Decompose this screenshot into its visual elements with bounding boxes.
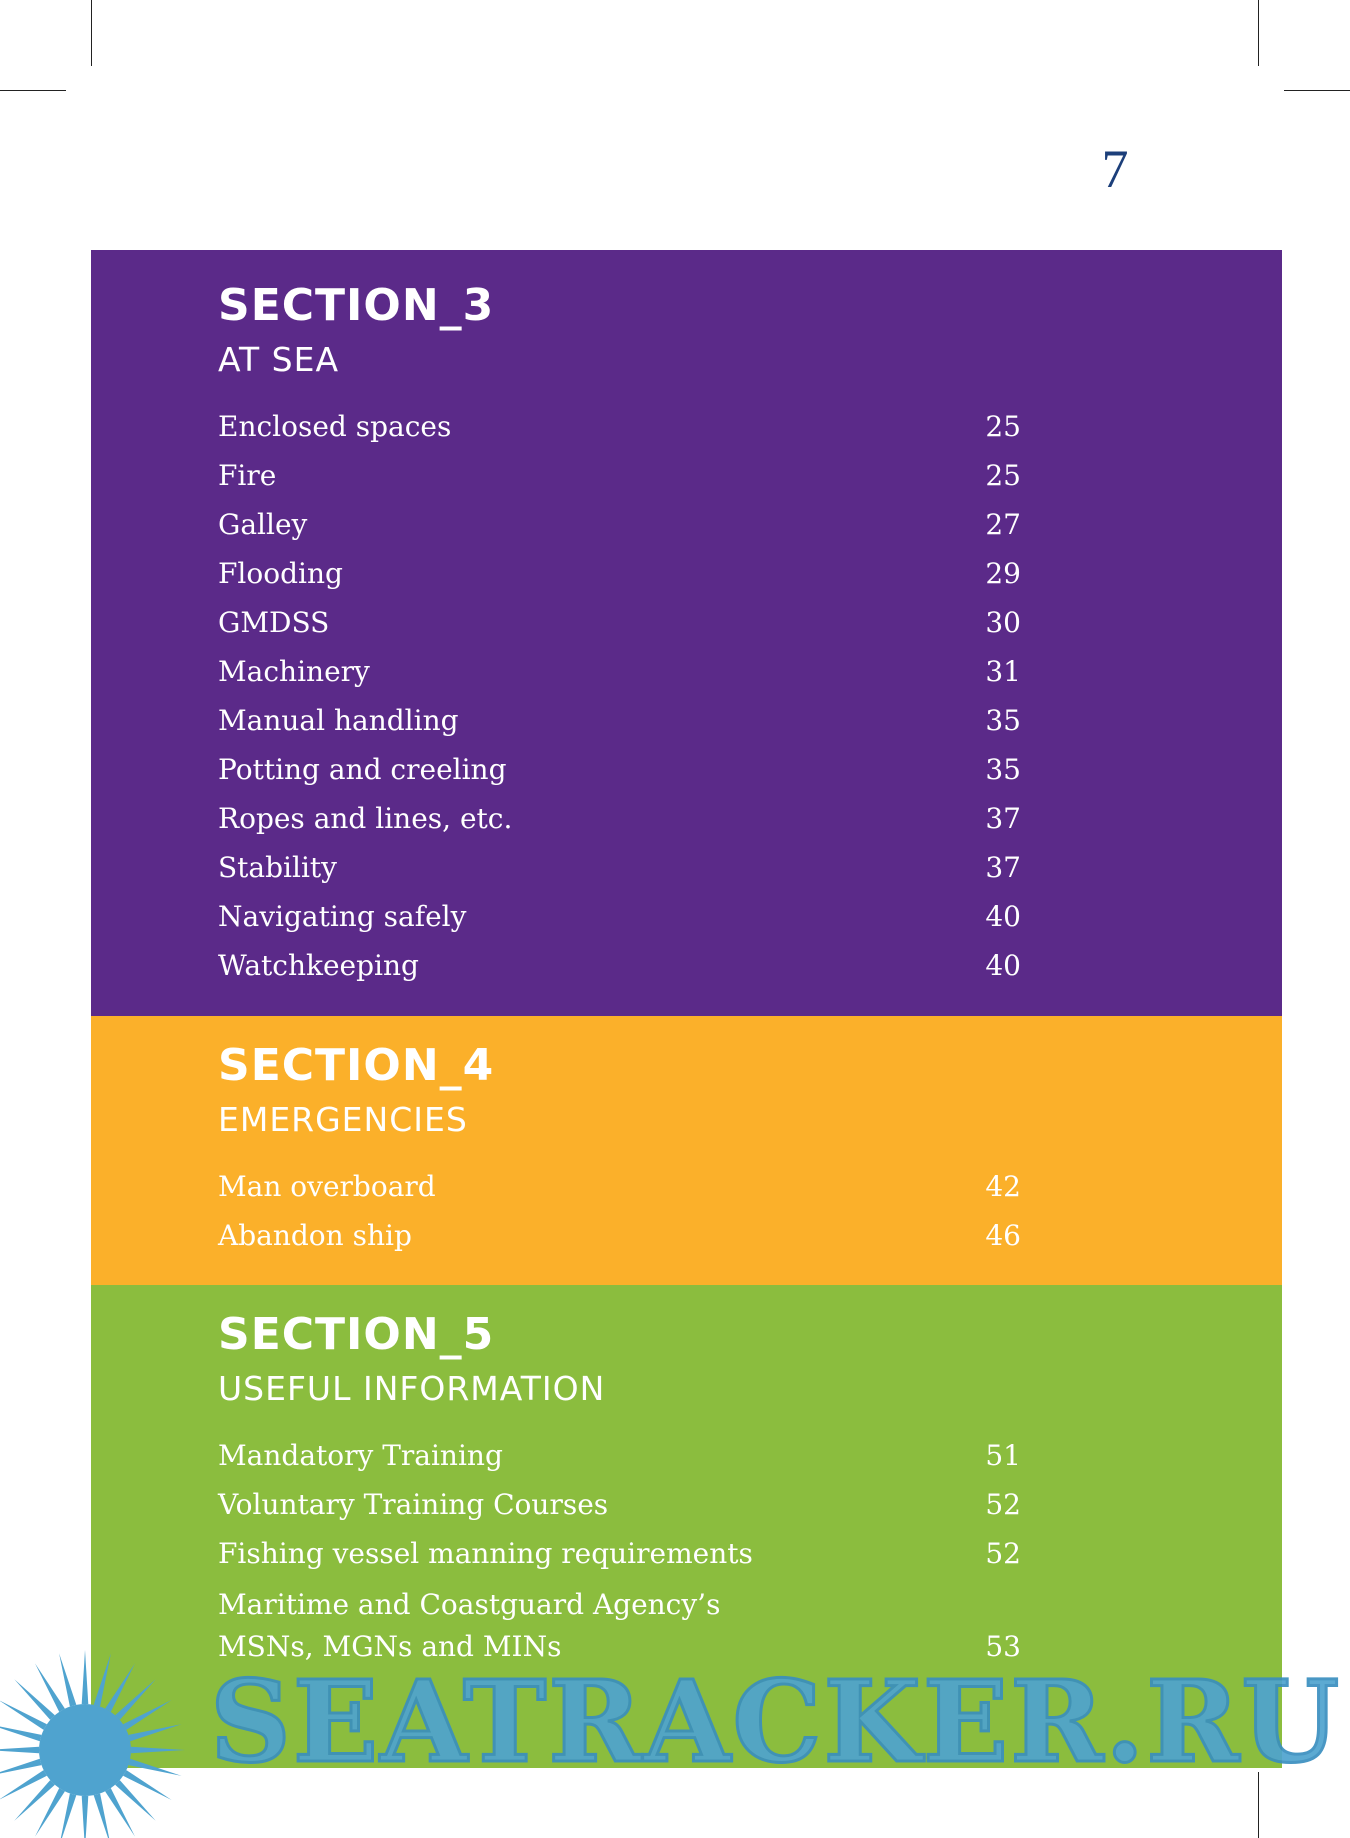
toc-entry-page: 25 [985, 410, 1021, 443]
toc-entry-page: 46 [985, 1219, 1021, 1252]
toc-entry[interactable] [218, 451, 1021, 500]
toc-entry[interactable] [218, 402, 1021, 451]
toc-entry[interactable] [218, 745, 1021, 794]
watermark-text: SEATRACKER.RU [210, 1657, 1342, 1788]
page-number: 7 [1101, 139, 1129, 199]
toc-list [218, 1162, 1021, 1260]
toc-entry[interactable] [218, 941, 1021, 990]
sun-ray [94, 1653, 111, 1706]
crop-mark-top-right-horizontal [1284, 90, 1350, 91]
toc-entry[interactable] [218, 1211, 1021, 1260]
toc-entry-label: Ropes and lines, etc. [218, 802, 513, 835]
toc-entry[interactable] [218, 1529, 1021, 1578]
toc-entry[interactable] [218, 843, 1021, 892]
toc-entry[interactable] [218, 1431, 1021, 1480]
toc-entry-label: Galley [218, 508, 308, 541]
toc-entry-label: Fire [218, 459, 277, 492]
toc-entry-label: Watchkeeping [218, 949, 419, 982]
toc-entry-label: Mandatory Training [218, 1439, 503, 1472]
section-subtitle: USEFUL INFORMATION [218, 1369, 606, 1408]
toc-entry-page: 51 [985, 1439, 1021, 1472]
toc-entry-page: 40 [985, 900, 1021, 933]
toc-entry-label: Man overboard [218, 1170, 436, 1203]
toc-entry-page: 35 [985, 704, 1021, 737]
toc-entry-page: 52 [985, 1537, 1021, 1570]
section-title: SECTION_4 [218, 1040, 495, 1091]
toc-entry[interactable] [218, 647, 1021, 696]
toc-entry-page: 37 [985, 851, 1021, 884]
section-subtitle: AT SEA [218, 340, 340, 379]
toc-entry-page: 53 [985, 1630, 1021, 1663]
toc-entry-page: 37 [985, 802, 1021, 835]
toc-list [218, 1431, 1021, 1668]
toc-entry-page: 25 [985, 459, 1021, 492]
toc-entry-label: Stability [218, 851, 337, 884]
toc-entry-label: Fishing vessel manning requirements [218, 1537, 753, 1570]
sun-ray [82, 1650, 89, 1704]
sun-ray [82, 1796, 89, 1838]
sun-ray [129, 1759, 182, 1776]
toc-entry-label: Flooding [218, 557, 343, 590]
section-3-panel [91, 250, 1282, 1016]
toc-list [218, 402, 1021, 990]
toc-entry-label: Machinery [218, 655, 370, 688]
toc-entry-label: Enclosed spaces [218, 410, 452, 443]
toc-entry-label: Voluntary Training Courses [218, 1488, 609, 1521]
toc-entry[interactable] [218, 794, 1021, 843]
toc-entry-page: 29 [985, 557, 1021, 590]
sun-ray [0, 1759, 41, 1776]
toc-entry-label: Maritime and Coastguard Agency’s MSNs, MGNs and MINs [218, 1588, 721, 1663]
toc-entry-page: 31 [985, 655, 1021, 688]
toc-entry-page: 27 [985, 508, 1021, 541]
sun-ray [131, 1747, 185, 1754]
section-subtitle: EMERGENCIES [218, 1100, 468, 1139]
toc-entry-page: 35 [985, 753, 1021, 786]
toc-entry[interactable] [218, 598, 1021, 647]
sun-ray [129, 1724, 182, 1741]
toc-entry[interactable] [218, 500, 1021, 549]
crop-mark-top-left-horizontal [0, 90, 66, 91]
sun-ray [59, 1794, 76, 1838]
toc-entry[interactable] [218, 1480, 1021, 1529]
sun-ray [94, 1794, 111, 1838]
toc-entry-label: Navigating safely [218, 900, 467, 933]
toc-entry-label: Manual handling [218, 704, 459, 737]
section-4-panel [91, 1016, 1282, 1285]
toc-entry-label: Potting and creeling [218, 753, 507, 786]
sun-ray [59, 1653, 76, 1706]
toc-entry-page: 30 [985, 606, 1021, 639]
sun-ray [0, 1747, 39, 1754]
section-title: SECTION_3 [218, 280, 495, 331]
sun-ray [0, 1724, 41, 1741]
toc-entry[interactable] [218, 549, 1021, 598]
sun-disc [39, 1704, 131, 1796]
toc-entry-page: 40 [985, 949, 1021, 982]
toc-entry[interactable] [218, 892, 1021, 941]
toc-entry-label: Abandon ship [218, 1219, 412, 1252]
toc-entry[interactable] [218, 1162, 1021, 1211]
toc-entry-label: GMDSS [218, 606, 330, 639]
toc-entry-page: 52 [985, 1488, 1021, 1521]
crop-mark-top-right-vertical [1258, 0, 1259, 66]
crop-mark-top-left-vertical [91, 0, 92, 66]
toc-entry-page: 42 [985, 1170, 1021, 1203]
section-title: SECTION_5 [218, 1309, 495, 1360]
toc-entry[interactable] [218, 696, 1021, 745]
